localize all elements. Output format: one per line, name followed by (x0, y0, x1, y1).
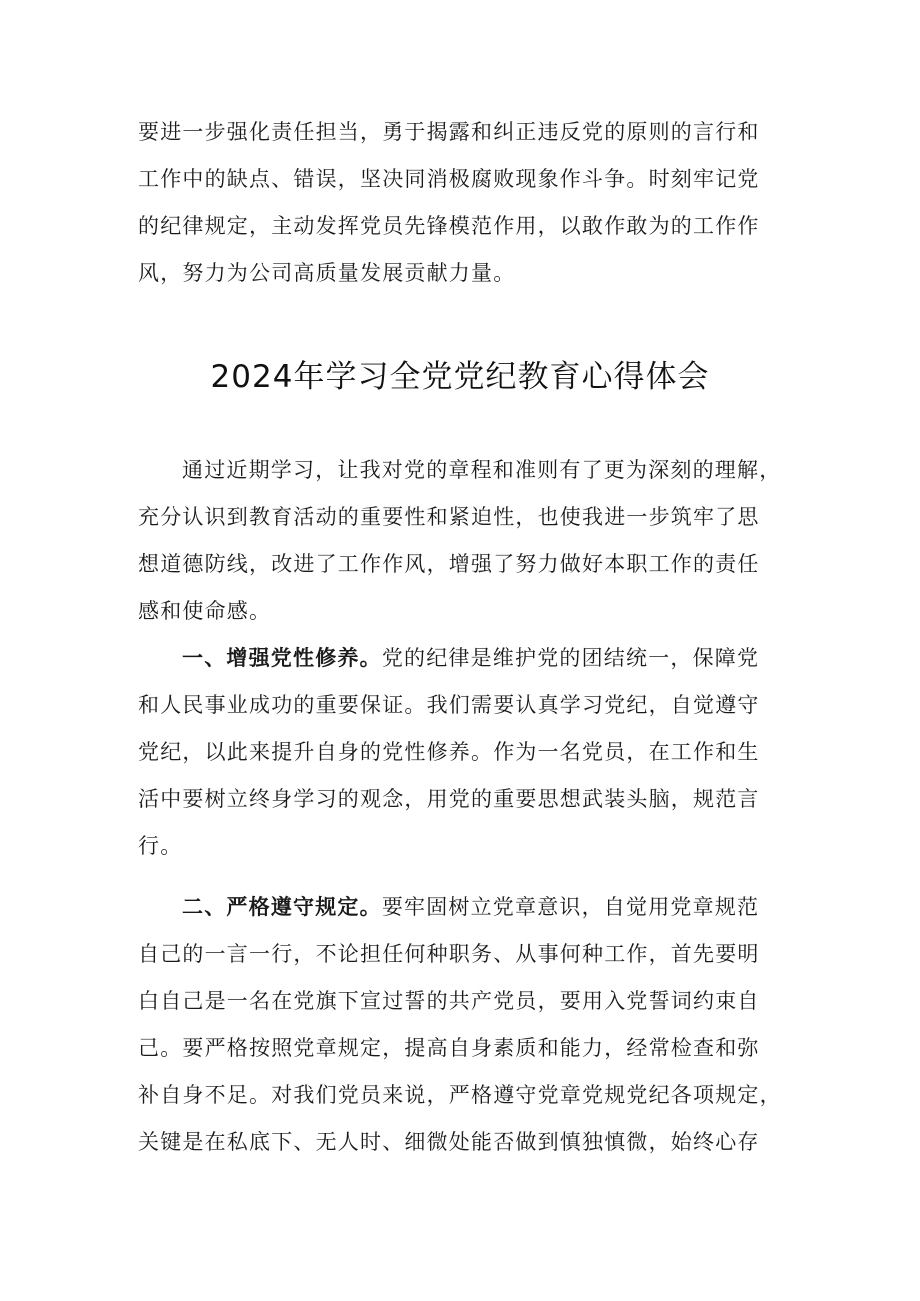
paragraph-line: 感和使命感。 (138, 599, 272, 623)
paragraph-line: 己。要严格按照党章规定，提高自身素质和能力，经常检查和弥 (138, 1036, 760, 1060)
paragraph-line: 想道德防线，改进了工作作风，增强了努力做好本职工作的责任 (138, 552, 760, 576)
paragraph-line: 补自身不足。对我们党员来说，严格遵守党章党规党纪各项规定， (138, 1083, 782, 1107)
paragraph-line: 白自己是一名在党旗下宣过誓的共产党员，要用入党誓词约束自 (138, 989, 760, 1013)
paragraph-line: 党纪，以此来提升自身的党性修养。作为一名党员，在工作和生 (138, 740, 760, 764)
paragraph-line: 风，努力为公司高质量发展贡献力量。 (138, 261, 516, 285)
intro-paragraph (138, 447, 798, 635)
paragraph-line: 通过近期学习，让我对党的章程和准则有了更为深刻的理解， (182, 458, 782, 482)
paragraph-line: 要进一步强化责任担当，勇于揭露和纠正违反党的原则的言行和 (138, 120, 760, 144)
paragraph-line-rest: 党的纪律是维护党的团结统一，保障党 (381, 646, 760, 670)
paragraph-line: 行。 (138, 834, 183, 858)
paragraph-first-line (138, 884, 798, 931)
paragraph-line: 充分认识到教育活动的重要性和紧迫性，也使我进一步筑牢了思 (138, 505, 760, 529)
previous-paragraph (138, 109, 798, 297)
paragraph-line: 自己的一言一行，不论担任何种职务、从事何种工作，首先要明 (138, 942, 760, 966)
paragraph-line: 的纪律规定，主动发挥党员先锋模范作用，以敢作敢为的工作作 (138, 214, 760, 238)
paragraph-line: 活中要树立终身学习的观念，用党的重要思想武装头脑，规范言 (138, 787, 760, 811)
section-2-heading: 二、严格遵守规定。 (182, 895, 382, 919)
paragraph-line: 和人民事业成功的重要保证。我们需要认真学习党纪，自觉遵守 (138, 693, 760, 717)
section-1-paragraph (138, 635, 798, 870)
section-2-paragraph (138, 884, 798, 1166)
paragraph-line: 关键是在私底下、无人时、细微处能否做到慎独慎微，始终心存 (138, 1130, 760, 1154)
paragraph-line: 工作中的缺点、错误，坚决同消极腐败现象作斗争。时刻牢记党 (138, 167, 760, 191)
paragraph-line-rest: 要牢固树立党章意识，自觉用党章规范 (381, 895, 760, 919)
paragraph-first-line (138, 635, 798, 682)
document-title: 2024年学习全党党纪教育心得体会 (210, 359, 710, 395)
section-1-heading: 一、增强党性修养。 (182, 646, 382, 670)
